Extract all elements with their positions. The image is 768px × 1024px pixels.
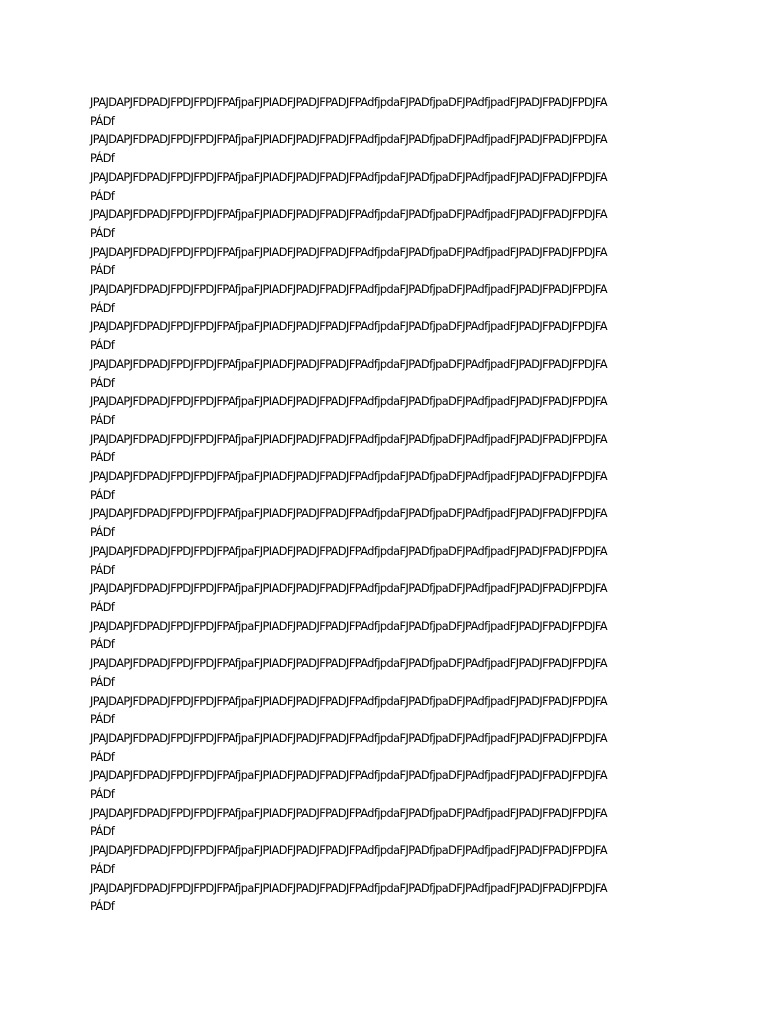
paragraph-5: JPAJDAPJFDPADJFPDJFPDJFPAfjpaFJPIADFJPADJFPADJFPAdfjpdaFJPADfjpaDFJPAdfjpadFJPADJFPADJFPDJFA PÁDf	[90, 245, 608, 278]
paragraph-13: JPAJDAPJFDPADJFPDJFPDJFPAfjpaFJPIADFJPADJFPADJFPAdfjpdaFJPADfjpaDFJPAdfjpadFJPADJFPADJFPDJFA PÁDf	[90, 544, 608, 577]
paragraph-19: JPAJDAPJFDPADJFPDJFPDJFPAfjpaFJPIADFJPADJFPADJFPAdfjpdaFJPADfjpaDFJPAdfjpadFJPADJFPADJFPDJFA PÁDf	[90, 769, 608, 802]
document-body	[90, 94, 680, 917]
paragraph-16: JPAJDAPJFDPADJFPDJFPDJFPAfjpaFJPIADFJPADJFPADJFPAdfjpdaFJPADfjpaDFJPAdfjpadFJPADJFPADJFPDJFA PÁDf	[90, 657, 608, 689]
paragraph-12: JPAJDAPJFDPADJFPDJFPDJFPAfjpaFJPIADFJPADJFPADJFPAdfjpdaFJPADfjpaDFJPAdfjpadFJPADJFPADJFPDJFA PÁDf	[90, 507, 608, 540]
paragraph-8: JPAJDAPJFDPADJFPDJFPDJFPAfjpaFJPIADFJPADJFPADJFPAdfjpdaFJPADfjpaDFJPAdfjpadFJPADJFPADJFPDJFA PÁDf	[90, 357, 608, 390]
paragraph-22: JPAJDAPJFDPADJFPDJFPDJFPAfjpaFJPIADFJPADJFPADJFPAdfjpdaFJPADfjpaDFJPAdfjpadFJPADJFPADJFPDJFA PÁDf	[90, 881, 608, 914]
paragraph-11: JPAJDAPJFDPADJFPDJFPDJFPAfjpaFJPIADFJPADJFPADJFPAdfjpdaFJPADfjpaDFJPAdfjpadFJPADJFPADJFPDJFA PÁDf	[90, 470, 608, 502]
paragraph-2: JPAJDAPJFDPADJFPDJFPDJFPAfjpaFJPIADFJPADJFPADJFPAdfjpdaFJPADfjpaDFJPAdfjpadFJPADJFPADJFPDJFA PÁDf	[90, 133, 608, 166]
paragraph-6: JPAJDAPJFDPADJFPDJFPDJFPAfjpaFJPIADFJPADJFPADJFPAdfjpdaFJPADfjpaDFJPAdfjpadFJPADJFPADJFPDJFA PÁDf	[90, 283, 608, 315]
paragraph-1: JPAJDAPJFDPADJFPDJFPDJFPAfjpaFJPIADFJPADJFPADJFPAdfjpdaFJPADfjpaDFJPAdfjpadFJPADJFPADJFPDJFA PÁDf	[90, 96, 608, 128]
paragraph-7: JPAJDAPJFDPADJFPDJFPDJFPAfjpaFJPIADFJPADJFPADJFPAdfjpdaFJPADfjpaDFJPAdfjpadFJPADJFPADJFPDJFA PÁDf	[90, 320, 608, 353]
paragraph-20: JPAJDAPJFDPADJFPDJFPDJFPAfjpaFJPIADFJPADJFPADJFPAdfjpdaFJPADfjpaDFJPAdfjpadFJPADJFPADJFPDJFA PÁDf	[90, 806, 608, 839]
paragraph-10: JPAJDAPJFDPADJFPDJFPDJFPAfjpaFJPIADFJPADJFPADJFPAdfjpdaFJPADfjpaDFJPAdfjpadFJPADJFPADJFPDJFA PÁDf	[90, 432, 608, 465]
paragraph-15: JPAJDAPJFDPADJFPDJFPDJFPAfjpaFJPIADFJPADJFPADJFPAdfjpdaFJPADfjpaDFJPAdfjpadFJPADJFPADJFPDJFA PÁDf	[90, 619, 608, 652]
paragraph-3: JPAJDAPJFDPADJFPDJFPDJFPAfjpaFJPIADFJPADJFPADJFPAdfjpdaFJPADfjpaDFJPAdfjpadFJPADJFPADJFPDJFA PÁDf	[90, 170, 608, 203]
paragraph-4: JPAJDAPJFDPADJFPDJFPDJFPAfjpaFJPIADFJPADJFPADJFPAdfjpdaFJPADfjpaDFJPAdfjpadFJPADJFPADJFPDJFA PÁDf	[90, 208, 608, 240]
paragraph-21: JPAJDAPJFDPADJFPDJFPDJFPAfjpaFJPIADFJPADJFPADJFPAdfjpdaFJPADfjpaDFJPAdfjpadFJPADJFPADJFPDJFA PÁDf	[90, 844, 608, 876]
paragraph-14: JPAJDAPJFDPADJFPDJFPDJFPAfjpaFJPIADFJPADJFPADJFPAdfjpdaFJPADfjpaDFJPAdfjpadFJPADJFPADJFPDJFA PÁDf	[90, 582, 608, 614]
paragraph-9: JPAJDAPJFDPADJFPDJFPDJFPAfjpaFJPIADFJPADJFPADJFPAdfjpdaFJPADfjpaDFJPAdfjpadFJPADJFPADJFPDJFA PÁDf	[90, 395, 608, 427]
paragraph-18: JPAJDAPJFDPADJFPDJFPDJFPAfjpaFJPIADFJPADJFPADJFPAdfjpdaFJPADfjpaDFJPAdfjpadFJPADJFPADJFPDJFA PÁDf	[90, 731, 608, 764]
paragraph-17: JPAJDAPJFDPADJFPDJFPDJFPAfjpaFJPIADFJPADJFPADJFPAdfjpdaFJPADfjpaDFJPAdfjpadFJPADJFPADJFPDJFA PÁDf	[90, 694, 608, 727]
